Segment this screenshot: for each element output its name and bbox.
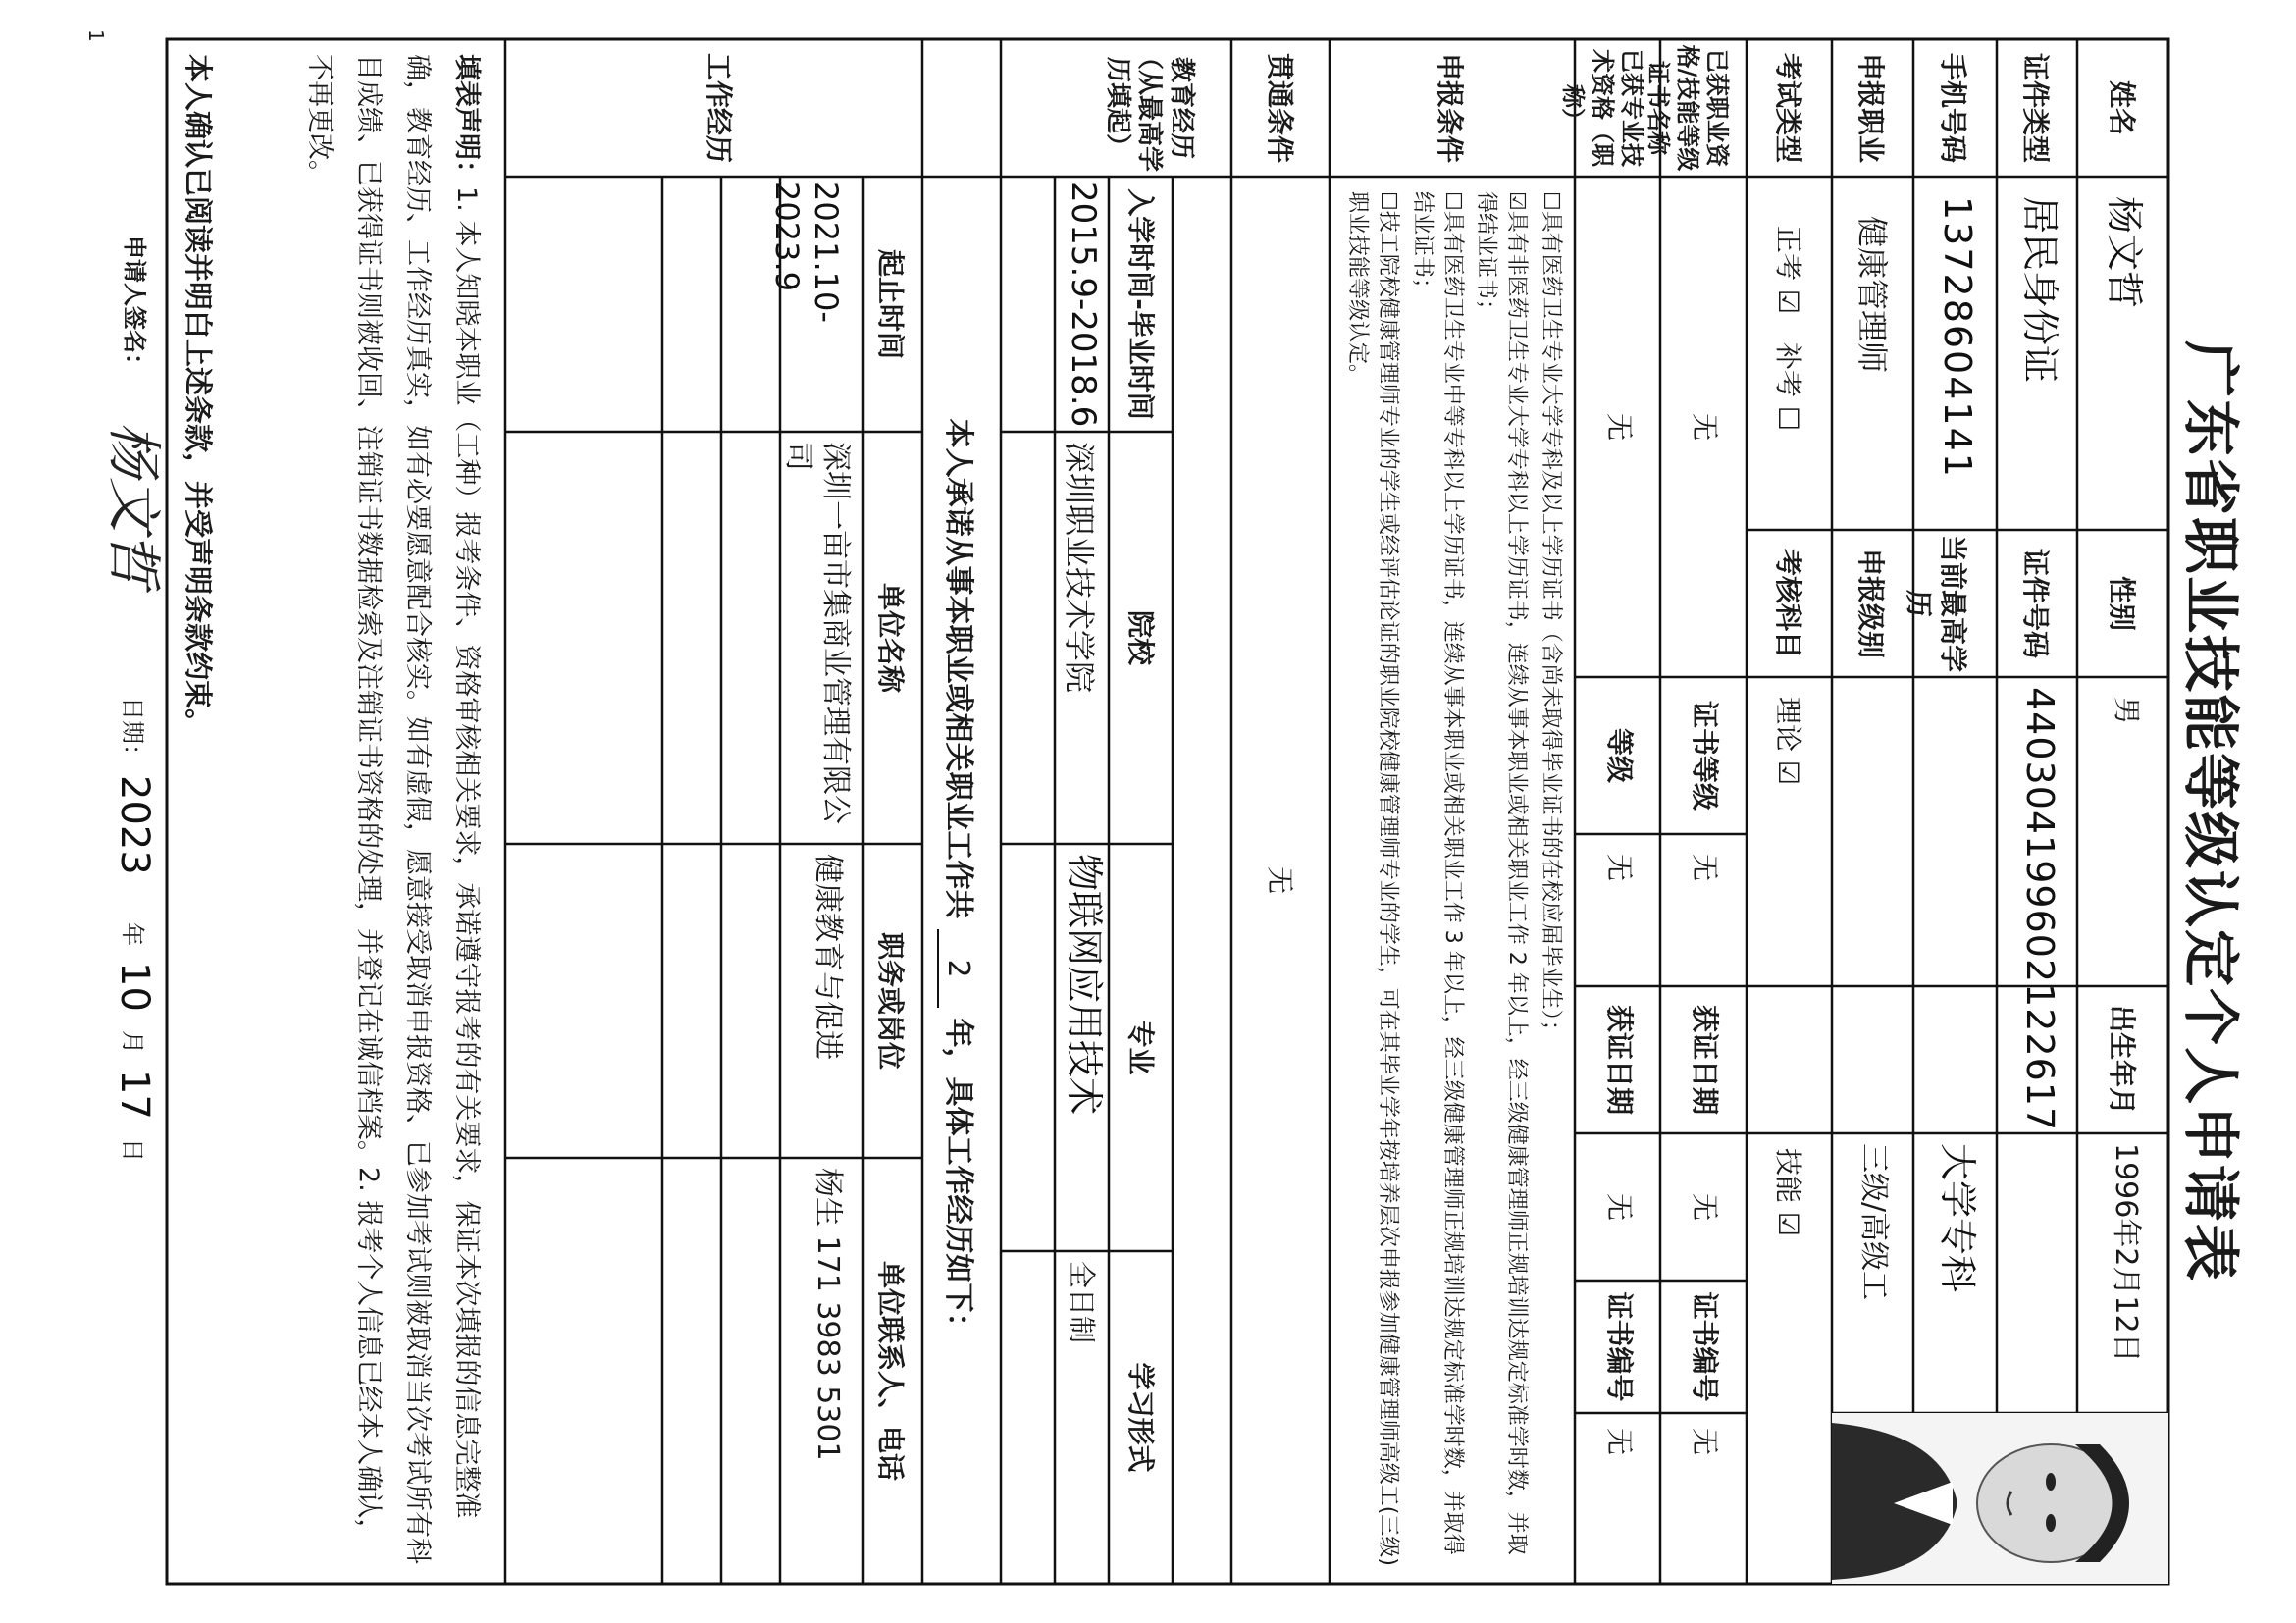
birth-value: 1996年2月12日 [2109, 1143, 2143, 1363]
page-number: 1 [84, 29, 108, 42]
conditions-label: 申报条件 [1434, 52, 1466, 163]
name-value: 杨文哲 [2103, 196, 2146, 309]
subject-b: 技能 [1772, 1148, 1804, 1204]
sign-month: 10 [112, 962, 157, 1012]
edu-header-major: 专业 [1124, 1020, 1157, 1075]
year-unit: 年 [119, 922, 146, 946]
name-label: 姓名 [2106, 79, 2138, 135]
condition-item: ☐技工院校健康管理师专业的学生或经评估论证的职业院校健康管理师专业的学生，可在其毕业学年按培养层次申报参加健康管理师高级工(三级)职业技能等级认定。 [1345, 191, 1401, 1566]
exam-type-a: 正考 [1772, 226, 1804, 282]
title-level-value: 无 [1603, 854, 1636, 882]
vocational-cert-value: 无 [1689, 412, 1721, 441]
condition-item: ☐具有医药卫生专业大学专科及以上学历证书（含尚未取得毕业证书的在校应届毕业生）； [1539, 191, 1563, 1042]
subject-b-option [1771, 1148, 1805, 1403]
sign-year: 2023 [112, 775, 157, 875]
signature: 杨文哲 [101, 422, 165, 587]
sign-label: 申请人签名： [121, 236, 148, 377]
id-type-value: 居民身份证 [2018, 196, 2061, 384]
work-row-position: 健康教育与促进 [810, 854, 845, 1060]
gender-value: 男 [2111, 697, 2143, 725]
pass-cond-value: 无 [1264, 865, 1296, 894]
work-row-company: 深圳一亩市集商业管理有限公司 [781, 442, 853, 824]
form-title: 广东省职业技能等级认定个人申请表 [2177, 340, 2244, 1283]
work-header-time: 起止时间 [874, 248, 907, 359]
conditions-list [1341, 191, 1565, 1570]
birth-label: 出生年月 [2106, 1004, 2138, 1115]
cert-date-value: 无 [1689, 1192, 1721, 1221]
tech-title-label: 已获专业技术资格（职称） [1559, 49, 1645, 167]
condition-checkbox[interactable]: ☐ [1439, 191, 1465, 211]
level-label: 申报级别 [1854, 548, 1887, 658]
subject-a-option [1771, 697, 1805, 991]
exam-type-options [1771, 226, 1805, 520]
title-date-value: 无 [1603, 1192, 1636, 1221]
work-header-company: 单位名称 [874, 582, 907, 693]
title-level-label: 等级 [1603, 727, 1636, 783]
work-header-position: 职务或岗位 [874, 931, 907, 1070]
edu-row-time: 2015.9-2018.6 [1064, 182, 1103, 428]
cert-no-value: 无 [1689, 1428, 1721, 1456]
level-value: 三级/高级工 [1856, 1143, 1891, 1301]
edu-row-school: 深圳职业技术学院 [1061, 442, 1098, 694]
declaration-text: 1. 本人知晓本职业（工种）报考条件、资格审核相关要求，承诺遵守报考的有关要求，保证本次填报的信息完整准确，教育经历、工作经历真实，如有必要愿意配合核实。如有虚假，愿意接受取消申报资格、已参加考试则被取消当次考试所有科目成绩、已获得证书则被收回、注销证书数据检索及注销证书资格的处理，并登记在诚信档案。2. 报考个人信息已经本人确认，不再更改。 [304, 54, 482, 1564]
exam-type-b: 补考 [1772, 341, 1804, 397]
work-row-time: 2021.10-2023.9 [768, 182, 845, 323]
date-label: 日期： [119, 697, 146, 767]
subject-b-checkbox[interactable]: ☑ [1772, 1211, 1804, 1237]
education-label: 教育经历（从最高学历填起） [1103, 44, 1196, 173]
edu-row-major: 物联网应用技术 [1063, 854, 1106, 1116]
edu-label: 当前最高学历 [1903, 534, 1969, 672]
condition-checkbox[interactable]: ☐ [1539, 191, 1563, 211]
exam-type-b-checkbox[interactable]: ☐ [1772, 405, 1804, 431]
subject-a: 理论 [1772, 697, 1804, 753]
job-label: 申报职业 [1854, 52, 1887, 163]
work-years: 2 [938, 929, 977, 1008]
subject-a-checkbox[interactable]: ☑ [1772, 759, 1804, 786]
condition-checkbox[interactable]: ☐ [1376, 191, 1401, 211]
job-value: 健康管理师 [1853, 216, 1891, 374]
cert-level-value: 无 [1689, 854, 1721, 882]
pass-cond-label: 贯通条件 [1264, 52, 1296, 163]
applicant-photo [1832, 1413, 2168, 1584]
cert-level-label: 证书等级 [1689, 700, 1721, 811]
work-header-contact: 单位联系人、电话 [874, 1260, 907, 1481]
condition-checkbox[interactable]: ☑ [1504, 191, 1530, 211]
work-label: 工作经历 [703, 52, 735, 163]
vocational-cert-label: 已获职业资格/技能等级证书名称 [1644, 44, 1731, 172]
id-type-label: 证件类型 [2019, 52, 2052, 163]
edu-header-school: 院校 [1124, 609, 1157, 665]
exam-type-label: 考试类型 [1772, 52, 1804, 163]
month-unit: 月 [119, 1030, 146, 1054]
title-date-label: 获证日期 [1603, 1004, 1636, 1115]
work-commitment: 本人承诺从事本职业或相关职业工作共 2 年，具体工作经历如下： [938, 177, 977, 1584]
cert-no-label: 证书编号 [1689, 1291, 1721, 1402]
condition-item: ☑具有非医药卫生专业大学专科以上学历证书，连续从事本职业或相关职业工作 2 年以上，经三级健康管理师正规培训达规定标准学时数，并取得结业证书； [1474, 191, 1530, 1555]
cert-date-label: 获证日期 [1689, 1004, 1721, 1115]
day-unit: 日 [119, 1138, 146, 1162]
phone-label: 手机号码 [1937, 52, 1969, 163]
edu-header-mode: 学习形式 [1124, 1362, 1157, 1473]
gender-label: 性别 [2106, 575, 2138, 631]
subject-label: 考核科目 [1772, 548, 1804, 658]
id-no-value: 440304199602122617 [2018, 687, 2061, 1132]
edu-header-time: 入学时间-毕业时间 [1124, 188, 1157, 420]
sign-day: 17 [112, 1070, 157, 1120]
title-no-value: 无 [1603, 1428, 1636, 1456]
edu-row-mode: 全日制 [1066, 1261, 1098, 1344]
tech-title-value: 无 [1603, 412, 1636, 441]
edu-value: 大学专科 [1936, 1143, 1979, 1293]
exam-type-a-checkbox[interactable]: ☑ [1772, 288, 1804, 315]
work-row-contact: 杨生 171 3983 5301 [810, 1168, 845, 1461]
declaration-label: 填表声明： [451, 54, 482, 186]
condition-item: ☐具有医药卫生专业中等专科以上学历证书，连续从事本职业或相关职业工作 3 年以上，经三级健康管理师正规培训达规定标准学时数，并取得结业证书； [1409, 191, 1465, 1555]
declaration [294, 54, 491, 1570]
declaration-confirm: 本人确认已阅读并明白上述条款，并受声明条款约束。 [182, 54, 215, 738]
id-no-label: 证件号码 [2019, 548, 2052, 658]
title-no-label: 证书编号 [1603, 1291, 1636, 1402]
phone-value: 13728604141 [1936, 196, 1979, 479]
